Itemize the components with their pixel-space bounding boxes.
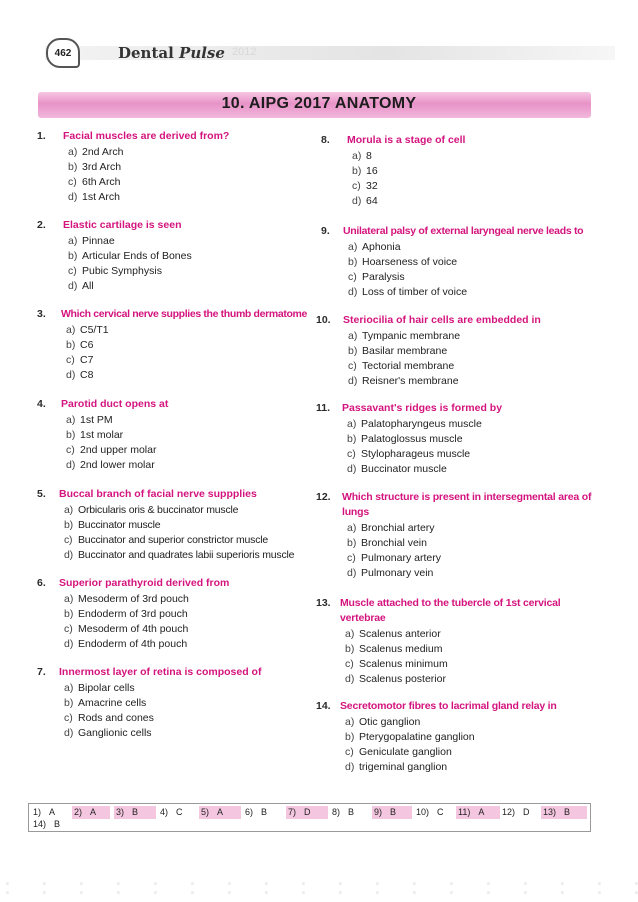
question-text: Which structure is present in intersegmental area of lungs	[342, 491, 592, 518]
option: b) Scalenus medium	[345, 643, 443, 655]
brand-word-1: Dental	[118, 44, 174, 62]
question-3	[37, 307, 317, 383]
option: a) Aphonia	[348, 241, 401, 253]
option: d) trigeminal ganglion	[345, 761, 448, 773]
question-text: Facial muscles are derived from?	[63, 130, 230, 142]
option: b) Buccinator muscle	[64, 519, 161, 531]
answer-key-item: 2) A	[72, 806, 110, 819]
brand-ghost-text: 2012	[232, 46, 257, 58]
option: a) Bipolar cells	[64, 682, 135, 694]
option: a) Tympanic membrane	[348, 330, 461, 342]
option: c) Tectorial membrane	[348, 360, 455, 372]
option: a) Scalenus anterior	[345, 628, 441, 640]
option: c) Rods and cones	[64, 712, 154, 724]
option: c) Pubic Symphysis	[68, 265, 162, 277]
option: c) Pulmonary artery	[347, 552, 441, 564]
question-9	[321, 224, 606, 300]
question-text: Which cervical nerve supplies the thumb dermatome	[61, 308, 308, 320]
question-number: 8.	[321, 134, 330, 146]
option: d) Scalenus posterior	[345, 673, 446, 685]
option: c) 2nd upper molar	[66, 444, 157, 456]
option: b) C6	[66, 339, 94, 351]
option: d) 64	[352, 195, 378, 207]
option: a) Mesoderm of 3rd pouch	[64, 593, 189, 605]
question-2	[37, 218, 307, 294]
question-text: Steriocilia of hair cells are embedded in	[343, 314, 541, 326]
option: d) Endoderm of 4th pouch	[64, 638, 188, 650]
scan-specks	[0, 880, 638, 900]
question-14	[316, 699, 596, 775]
answer-key-item: 4) C	[160, 807, 183, 817]
option: c) Mesoderm of 4th pouch	[64, 623, 189, 635]
question-number: 4.	[37, 398, 46, 410]
option: d) 1st Arch	[68, 191, 120, 203]
question-number: 2.	[37, 219, 46, 231]
option: b) Endoderm of 3rd pouch	[64, 608, 188, 620]
question-5	[37, 487, 312, 563]
brand-logo	[118, 44, 225, 62]
option: b) Articular Ends of Bones	[68, 250, 192, 262]
option: c) Paralysis	[348, 271, 405, 283]
answer-key-item: 13) B	[541, 806, 587, 819]
answer-key-item: 9) B	[372, 806, 412, 819]
answer-key-item: 11) A	[456, 806, 500, 819]
answer-key-item: 6) B	[245, 807, 268, 817]
option: a) Palatopharyngeus muscle	[347, 418, 482, 430]
option: a) Otic ganglion	[345, 716, 421, 728]
question-number: 14.	[316, 700, 331, 712]
question-number: 10.	[316, 314, 331, 326]
question-text: Muscle attached to the tubercle of 1st cervical vertebrae	[340, 597, 561, 624]
question-text: Parotid duct opens at	[61, 398, 169, 410]
brand-word-2: Pulse	[179, 44, 225, 62]
option: c) Buccinator and superior constrictor muscle	[64, 534, 269, 546]
option: c) Stylopharageus muscle	[347, 448, 471, 460]
option: b) Pterygopalatine ganglion	[345, 731, 475, 743]
question-text: Innermost layer of retina is composed of	[59, 666, 262, 678]
option: c) Scalenus minimum	[345, 658, 448, 670]
option: a) 1st PM	[66, 414, 113, 426]
question-text: Elastic cartilage is seen	[63, 219, 182, 231]
option: b) Hoarseness of voice	[348, 256, 458, 268]
option: b) Bronchial vein	[347, 537, 427, 549]
question-8	[321, 133, 601, 209]
question-number: 7.	[37, 666, 46, 678]
page-number-badge	[46, 38, 80, 68]
option: d) Loss of timber of voice	[348, 286, 468, 298]
question-number: 13.	[316, 597, 331, 609]
option: d) Buccinator muscle	[347, 463, 447, 475]
section-title: 10. AIPG 2017 ANATOMY	[221, 95, 417, 112]
question-number: 9.	[321, 225, 330, 237]
question-number: 6.	[37, 577, 46, 589]
question-number: 3.	[37, 308, 46, 320]
question-number: 5.	[37, 488, 46, 500]
question-text: Passavant's ridges is formed by	[342, 402, 503, 414]
option: b) 3rd Arch	[68, 161, 122, 173]
question-text: Buccal branch of facial nerve suppplies	[59, 488, 257, 500]
option: a) Pinnae	[68, 235, 115, 247]
option: c) 32	[352, 180, 378, 192]
answer-key-item: 8) B	[332, 807, 355, 817]
option: d) Reisner's membrane	[348, 375, 459, 387]
option: b) Basilar membrane	[348, 345, 448, 357]
answer-key-item: 7) D	[286, 806, 328, 819]
question-number: 11.	[316, 402, 331, 414]
option: a) 8	[352, 150, 372, 162]
option: a) Orbicularis oris & buccinator muscle	[64, 504, 239, 516]
question-12	[316, 490, 591, 581]
option: d) 2nd lower molar	[66, 459, 155, 471]
option: d) C8	[66, 369, 94, 381]
option: a) 2nd Arch	[68, 146, 124, 158]
answer-key-item: 14) B	[33, 819, 61, 829]
question-text: Morula is a stage of cell	[347, 134, 466, 146]
question-6	[37, 576, 307, 652]
question-11	[316, 401, 601, 477]
option: b) Palatoglossus muscle	[347, 433, 463, 445]
option: b) 16	[352, 165, 378, 177]
question-number: 12.	[316, 491, 331, 503]
option: d) Ganglionic cells	[64, 727, 152, 739]
page-number: 462	[54, 47, 72, 59]
option: c) C7	[66, 354, 94, 366]
option: d) Pulmonary vein	[347, 567, 434, 579]
question-4	[37, 397, 307, 473]
option: b) Amacrine cells	[64, 697, 147, 709]
answer-key-item: 12) D	[502, 807, 530, 817]
question-number: 1.	[37, 130, 46, 142]
question-text: Secretomotor fibres to lacrimal gland relay in	[340, 700, 557, 712]
question-7	[37, 665, 307, 741]
question-10	[316, 313, 601, 389]
option: d) All	[68, 280, 94, 292]
option: d) Buccinator and quadrates labii superioris muscle	[64, 549, 295, 561]
question-13	[316, 596, 591, 687]
option: c) 6th Arch	[68, 176, 121, 188]
option: a) C5/T1	[66, 324, 109, 336]
option: a) Bronchial artery	[347, 522, 435, 534]
answer-key-item: 3) B	[114, 806, 156, 819]
answer-key-item: 1) A	[33, 807, 56, 817]
answer-key-item: 5) A	[199, 806, 241, 819]
answer-key-item: 10) C	[416, 807, 444, 817]
option: c) Geniculate ganglion	[345, 746, 452, 758]
question-text: Unilateral palsy of external laryngeal nerve leads to	[343, 225, 584, 237]
question-1	[37, 129, 307, 205]
option: b) 1st molar	[66, 429, 124, 441]
question-text: Superior parathyroid derived from	[59, 577, 230, 589]
